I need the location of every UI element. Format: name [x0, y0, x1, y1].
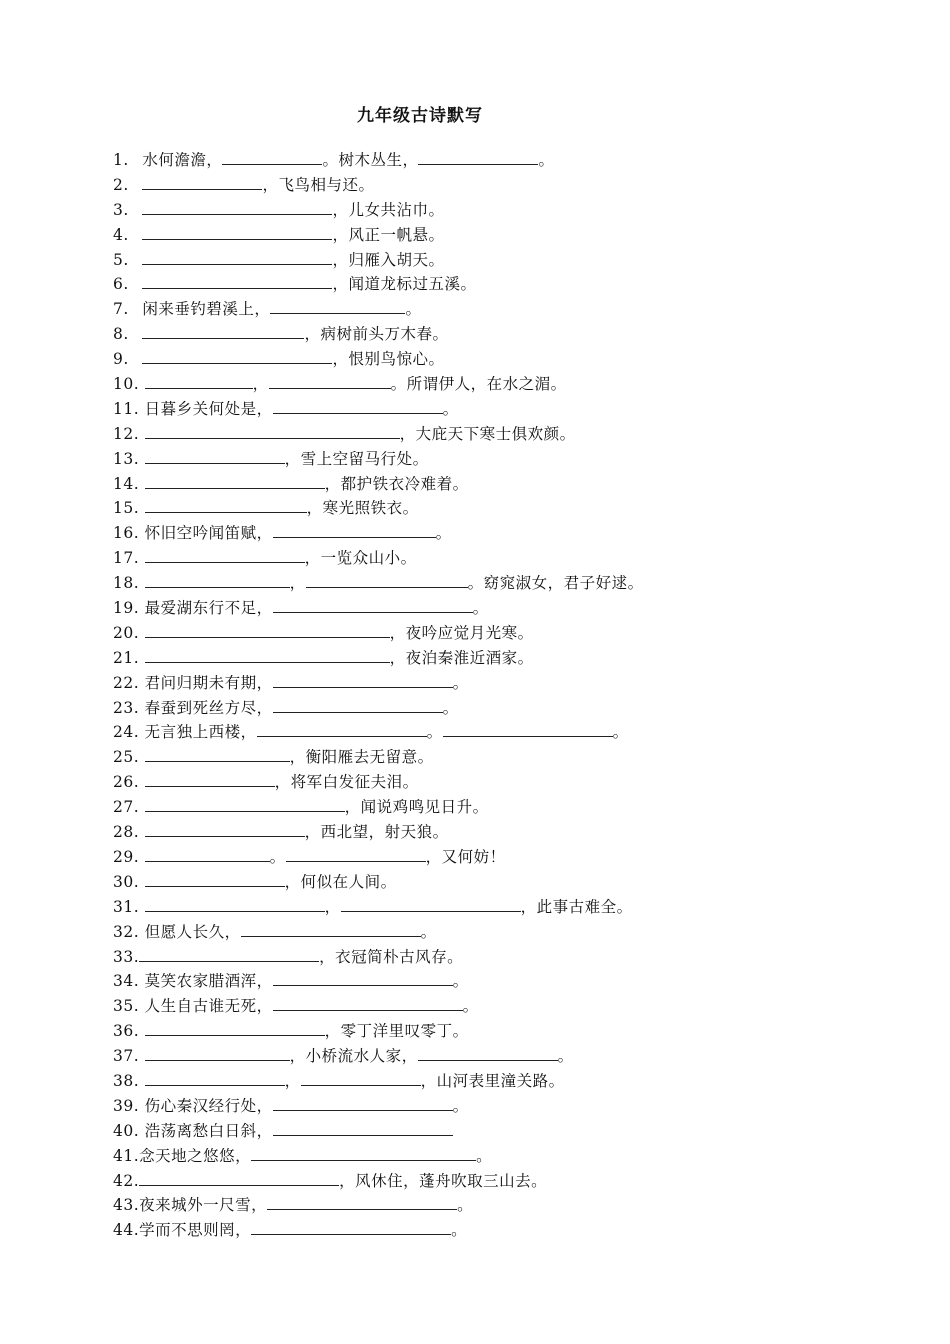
- question-number: 36.: [113, 1022, 140, 1041]
- question-text: 浩荡离愁白日斜，: [139, 1121, 273, 1140]
- question-text: ，何似在人间。: [284, 872, 397, 891]
- answer-blank[interactable]: [145, 797, 345, 812]
- answer-blank[interactable]: [270, 299, 405, 314]
- question-number: 28.: [113, 823, 140, 842]
- answer-blank[interactable]: [273, 971, 453, 986]
- question-text: 。窈窕淑女，君子好逑。: [467, 574, 644, 593]
- question-item: [113, 397, 644, 422]
- answer-blank[interactable]: [273, 698, 443, 713]
- question-number: 20.: [113, 623, 140, 642]
- question-number: 35.: [113, 997, 140, 1016]
- question-item: [113, 173, 644, 198]
- answer-blank[interactable]: [145, 548, 305, 563]
- question-text: 怀旧空吟闻笛赋，: [139, 524, 273, 543]
- question-text: 。: [405, 300, 422, 319]
- question-text: ，闻说鸡鸣见日升。: [344, 798, 489, 817]
- question-text: ，雪上空留马行处。: [284, 449, 429, 468]
- question-number: 18.: [113, 574, 140, 593]
- answer-blank[interactable]: [142, 324, 304, 339]
- question-item: [113, 198, 644, 223]
- question-text: 念天地之悠悠，: [139, 1146, 252, 1165]
- question-text: 君问归期未有期，: [139, 673, 273, 692]
- question-text: ，衡阳雁去无留意。: [289, 748, 434, 767]
- question-text: 水何澹澹，: [137, 151, 223, 169]
- question-text: 。: [442, 698, 459, 717]
- question-number: 4.: [113, 225, 129, 244]
- question-text: 春蚕到死丝方尽，: [139, 698, 273, 717]
- question-number: 22.: [113, 673, 140, 692]
- question-text: ，将军白发征夫泪。: [274, 773, 419, 792]
- question-item: [113, 671, 644, 696]
- question-item: [113, 546, 644, 571]
- question-text: ，小桥流水人家，: [289, 1047, 418, 1066]
- question-text: 。: [269, 847, 286, 866]
- question-item: [113, 646, 644, 671]
- question-item: [113, 969, 644, 994]
- question-number: 23.: [113, 698, 140, 717]
- question-text: 莫笑农家腊酒浑，: [139, 972, 273, 991]
- answer-blank[interactable]: [251, 1146, 476, 1161]
- answer-blank[interactable]: [139, 947, 319, 962]
- question-item: [113, 422, 644, 447]
- question-text: 。: [452, 1096, 469, 1115]
- question-text: 。: [457, 1196, 474, 1215]
- answer-blank[interactable]: [142, 225, 332, 240]
- answer-blank[interactable]: [418, 1046, 558, 1061]
- question-item: [113, 795, 644, 820]
- answer-blank[interactable]: [145, 872, 285, 887]
- answer-blank[interactable]: [251, 1220, 451, 1235]
- question-number: 27.: [113, 798, 140, 817]
- question-number: 42.: [113, 1171, 140, 1190]
- question-text: ，此事古难全。: [520, 897, 633, 916]
- question-text: 。: [612, 723, 629, 742]
- answer-blank[interactable]: [145, 474, 325, 489]
- answer-blank[interactable]: [273, 399, 443, 414]
- question-item: [113, 496, 644, 521]
- answer-blank[interactable]: [286, 847, 426, 862]
- question-item: [113, 870, 644, 895]
- question-number: 33.: [113, 947, 140, 966]
- question-item: [113, 272, 644, 297]
- question-number: 6.: [113, 275, 129, 294]
- question-text: ，零丁洋里叹零丁。: [324, 1022, 469, 1041]
- question-text: 。: [472, 599, 489, 618]
- answer-blank[interactable]: [269, 374, 391, 389]
- answer-blank[interactable]: [145, 374, 253, 389]
- answer-blank[interactable]: [145, 648, 390, 663]
- question-text: 。所谓伊人，在水之湄。: [390, 375, 567, 394]
- answer-blank[interactable]: [341, 897, 521, 912]
- question-text: 。: [557, 1047, 574, 1066]
- question-list: [113, 148, 644, 1243]
- question-text: 日暮乡关何处是，: [139, 399, 273, 418]
- answer-blank[interactable]: [145, 623, 390, 638]
- answer-blank[interactable]: [273, 523, 436, 538]
- question-text: 无言独上西楼，: [139, 723, 257, 742]
- question-number: 9.: [113, 350, 129, 369]
- question-text: ，飞鸟相与还。: [262, 175, 375, 194]
- question-text: ，风正一帆悬。: [332, 225, 445, 244]
- question-number: 39.: [113, 1096, 140, 1115]
- question-number: 17.: [113, 549, 140, 568]
- question-number: 24.: [113, 723, 140, 742]
- question-number: 38.: [113, 1071, 140, 1090]
- answer-blank[interactable]: [145, 1046, 290, 1061]
- question-text: ，恨别鸟惊心。: [332, 350, 445, 369]
- answer-blank[interactable]: [273, 1096, 453, 1111]
- question-item: [113, 1069, 644, 1094]
- question-text: ，山河表里潼关路。: [420, 1071, 565, 1090]
- question-number: 43.: [113, 1196, 140, 1215]
- question-number: 2.: [113, 175, 129, 194]
- question-item: [113, 472, 644, 497]
- question-number: 31.: [113, 897, 140, 916]
- question-item: [113, 820, 644, 845]
- question-text: 人生自古谁无死，: [139, 997, 273, 1016]
- question-text: ，: [289, 574, 306, 593]
- question-item: [113, 571, 644, 596]
- page-title: 九年级古诗默写: [357, 106, 483, 126]
- question-number: 8.: [113, 325, 129, 344]
- question-item: [113, 745, 644, 770]
- answer-blank[interactable]: [273, 598, 473, 613]
- question-item: [113, 297, 644, 322]
- question-item: [113, 895, 644, 920]
- question-text: ，又何妨！: [425, 847, 506, 866]
- question-item: [113, 447, 644, 472]
- answer-blank[interactable]: [145, 772, 275, 787]
- question-text: 。: [538, 151, 555, 169]
- question-text: ，寒光照铁衣。: [306, 499, 419, 518]
- question-number: 41.: [113, 1146, 140, 1165]
- question-item: [113, 994, 644, 1019]
- answer-blank[interactable]: [145, 1021, 325, 1036]
- question-text: 学而不思则罔，: [139, 1221, 252, 1240]
- question-text: ，: [252, 375, 269, 394]
- question-item: [113, 347, 644, 372]
- question-number: 14.: [113, 474, 140, 493]
- question-item: [113, 1119, 644, 1144]
- question-number: 11.: [113, 399, 140, 418]
- question-item: [113, 1019, 644, 1044]
- question-number: 13.: [113, 449, 140, 468]
- question-text: 。树木丛生，: [322, 151, 419, 169]
- question-item: [113, 1044, 644, 1069]
- question-text: ，儿女共沾巾。: [332, 200, 445, 219]
- answer-blank[interactable]: [418, 150, 538, 165]
- question-text: 。: [435, 524, 452, 543]
- question-text: ，夜吟应觉月光寒。: [389, 623, 534, 642]
- question-number: 34.: [113, 972, 140, 991]
- question-number: 12.: [113, 424, 140, 443]
- question-text: 。: [476, 1146, 493, 1165]
- question-text: ，: [324, 897, 341, 916]
- question-item: [113, 845, 644, 870]
- question-number: 44.: [113, 1221, 140, 1240]
- question-text: ，一览众山小。: [304, 549, 417, 568]
- answer-blank[interactable]: [301, 1071, 421, 1086]
- question-number: 5.: [113, 250, 129, 269]
- question-item: [113, 248, 644, 273]
- question-text: ，大庇天下寒士俱欢颜。: [399, 424, 576, 443]
- question-text: 。: [462, 997, 479, 1016]
- question-number: 1.: [113, 151, 129, 169]
- question-text: ，风休住，蓬舟吹取三山去。: [339, 1171, 548, 1190]
- answer-blank[interactable]: [273, 673, 453, 688]
- answer-blank[interactable]: [273, 996, 463, 1011]
- question-item: [113, 770, 644, 795]
- answer-blank[interactable]: [142, 175, 262, 190]
- answer-blank[interactable]: [145, 747, 290, 762]
- question-text: ，闻道龙标过五溪。: [332, 275, 477, 294]
- question-item: [113, 696, 644, 721]
- question-item: [113, 148, 644, 173]
- question-number: 32.: [113, 922, 140, 941]
- question-text: 。: [420, 922, 437, 941]
- answer-blank[interactable]: [145, 1071, 285, 1086]
- question-item: [113, 720, 644, 745]
- answer-blank[interactable]: [145, 897, 325, 912]
- question-item: [113, 1094, 644, 1119]
- question-text: ，: [284, 1071, 301, 1090]
- answer-blank[interactable]: [145, 822, 305, 837]
- question-item: [113, 1144, 644, 1169]
- question-text: ，夜泊秦淮近酒家。: [389, 648, 534, 667]
- question-item: [113, 596, 644, 621]
- answer-blank[interactable]: [145, 498, 307, 513]
- answer-blank[interactable]: [267, 1195, 457, 1210]
- answer-blank[interactable]: [142, 250, 332, 265]
- question-item: [113, 372, 644, 397]
- question-text: ，衣冠简朴古风存。: [319, 947, 464, 966]
- question-number: 15.: [113, 499, 140, 518]
- question-text: ，归雁入胡天。: [332, 250, 445, 269]
- question-number: 37.: [113, 1047, 140, 1066]
- question-text: 但愿人长久，: [139, 922, 241, 941]
- question-number: 16.: [113, 524, 140, 543]
- answer-blank[interactable]: [145, 449, 285, 464]
- answer-blank[interactable]: [145, 847, 270, 862]
- question-number: 26.: [113, 773, 140, 792]
- question-item: [113, 1169, 644, 1194]
- question-text: 。: [442, 399, 459, 418]
- question-text: 夜来城外一尺雪，: [139, 1196, 268, 1215]
- question-number: 10.: [113, 375, 140, 394]
- answer-blank[interactable]: [222, 150, 322, 165]
- answer-blank[interactable]: [145, 573, 290, 588]
- answer-blank[interactable]: [443, 722, 613, 737]
- answer-blank[interactable]: [306, 573, 468, 588]
- question-item: [113, 322, 644, 347]
- question-item: [113, 223, 644, 248]
- question-number: 40.: [113, 1121, 140, 1140]
- question-text: 。: [452, 673, 469, 692]
- question-text: ，病树前头万木春。: [304, 325, 449, 344]
- question-text: 伤心秦汉经行处，: [139, 1096, 273, 1115]
- question-text: 。: [451, 1221, 468, 1240]
- question-item: [113, 920, 644, 945]
- question-number: 7.: [113, 300, 129, 319]
- question-text: 。: [426, 723, 443, 742]
- question-text: ，西北望，射天狼。: [304, 823, 449, 842]
- question-number: 29.: [113, 847, 140, 866]
- question-item: [113, 945, 644, 970]
- answer-blank[interactable]: [145, 424, 400, 439]
- answer-blank[interactable]: [241, 922, 421, 937]
- question-item: [113, 1218, 644, 1243]
- question-number: 21.: [113, 648, 140, 667]
- question-text: ，都护铁衣冷难着。: [324, 474, 469, 493]
- question-item: [113, 621, 644, 646]
- question-item: [113, 1193, 644, 1218]
- question-number: 30.: [113, 872, 140, 891]
- answer-blank[interactable]: [142, 200, 332, 215]
- question-text: 。: [452, 972, 469, 991]
- answer-blank[interactable]: [273, 1121, 453, 1136]
- question-number: 3.: [113, 200, 129, 219]
- answer-blank[interactable]: [139, 1171, 339, 1186]
- question-text: 闲来垂钓碧溪上，: [137, 300, 271, 319]
- question-number: 19.: [113, 599, 140, 618]
- answer-blank[interactable]: [142, 349, 332, 364]
- answer-blank[interactable]: [257, 722, 427, 737]
- question-item: [113, 521, 644, 546]
- answer-blank[interactable]: [142, 274, 332, 289]
- question-number: 25.: [113, 748, 140, 767]
- question-text: 最爱湖东行不足，: [139, 599, 273, 618]
